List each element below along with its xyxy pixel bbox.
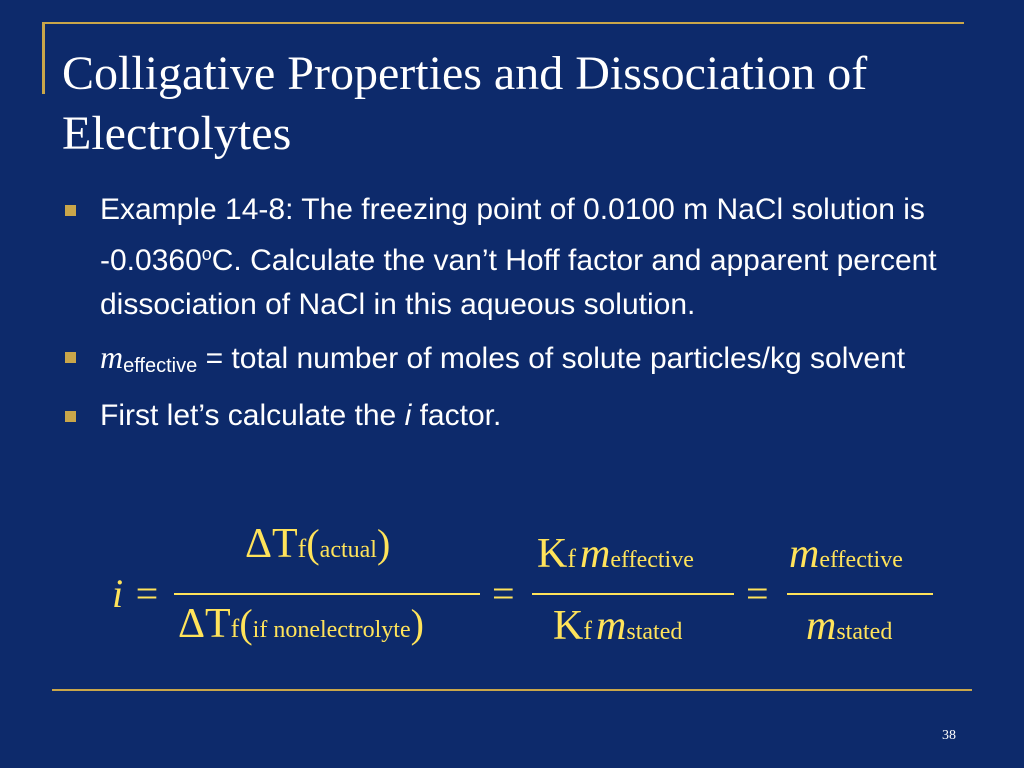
page-number: 38	[942, 728, 956, 743]
accent-vertical-line	[42, 22, 45, 94]
fraction2-denominator: Kf mstated	[553, 603, 683, 649]
fraction3-denominator: mstated	[806, 603, 893, 649]
i-symbol: i	[404, 399, 412, 432]
bullet-example-text-b: C. Calculate the van’t Hoff factor and apparent percent dissociation of NaCl in this aqueous solution.	[100, 244, 937, 321]
m-subscript: effective	[123, 355, 198, 377]
fraction3-bar	[787, 593, 933, 595]
bullet-example-text-a: Example 14-8: The freezing point of 0.0100 m NaCl solution is -0.0360	[100, 193, 925, 277]
accent-bottom-line	[52, 689, 972, 691]
equals-2: =	[746, 571, 769, 616]
bullet-i-factor	[62, 394, 972, 438]
fraction2-numerator: Kf meffective	[537, 531, 694, 577]
bullet-square-icon	[65, 205, 76, 216]
fraction2-bar	[532, 593, 734, 595]
equals-1: =	[492, 571, 515, 616]
slide-title: Colligative Properties and Dissociation of Electrolytes	[62, 47, 868, 160]
bullet-i-text-a: First let’s calculate the	[100, 399, 405, 432]
bullet-square-icon	[65, 411, 76, 422]
bullet-square-icon	[65, 352, 76, 363]
fraction1-bar	[174, 593, 480, 595]
degree-superscript: o	[201, 244, 212, 264]
fraction3-numerator: meffective	[789, 531, 903, 577]
accent-top-line	[42, 22, 964, 24]
bullet-m-effective	[62, 335, 972, 388]
vant-hoff-equation	[112, 520, 952, 680]
equation-lhs: i =	[112, 571, 161, 616]
bullet-m-text: = total number of moles of solute particles/kg solvent	[197, 342, 906, 375]
bullet-i-text-b: factor.	[411, 399, 502, 432]
fraction1-numerator: ΔTf(actual)	[245, 521, 391, 567]
fraction1-denominator: ΔTf(if nonelectrolyte)	[178, 601, 424, 647]
bullet-list	[62, 188, 972, 444]
m-symbol: m	[100, 339, 124, 375]
bullet-example	[62, 188, 972, 327]
